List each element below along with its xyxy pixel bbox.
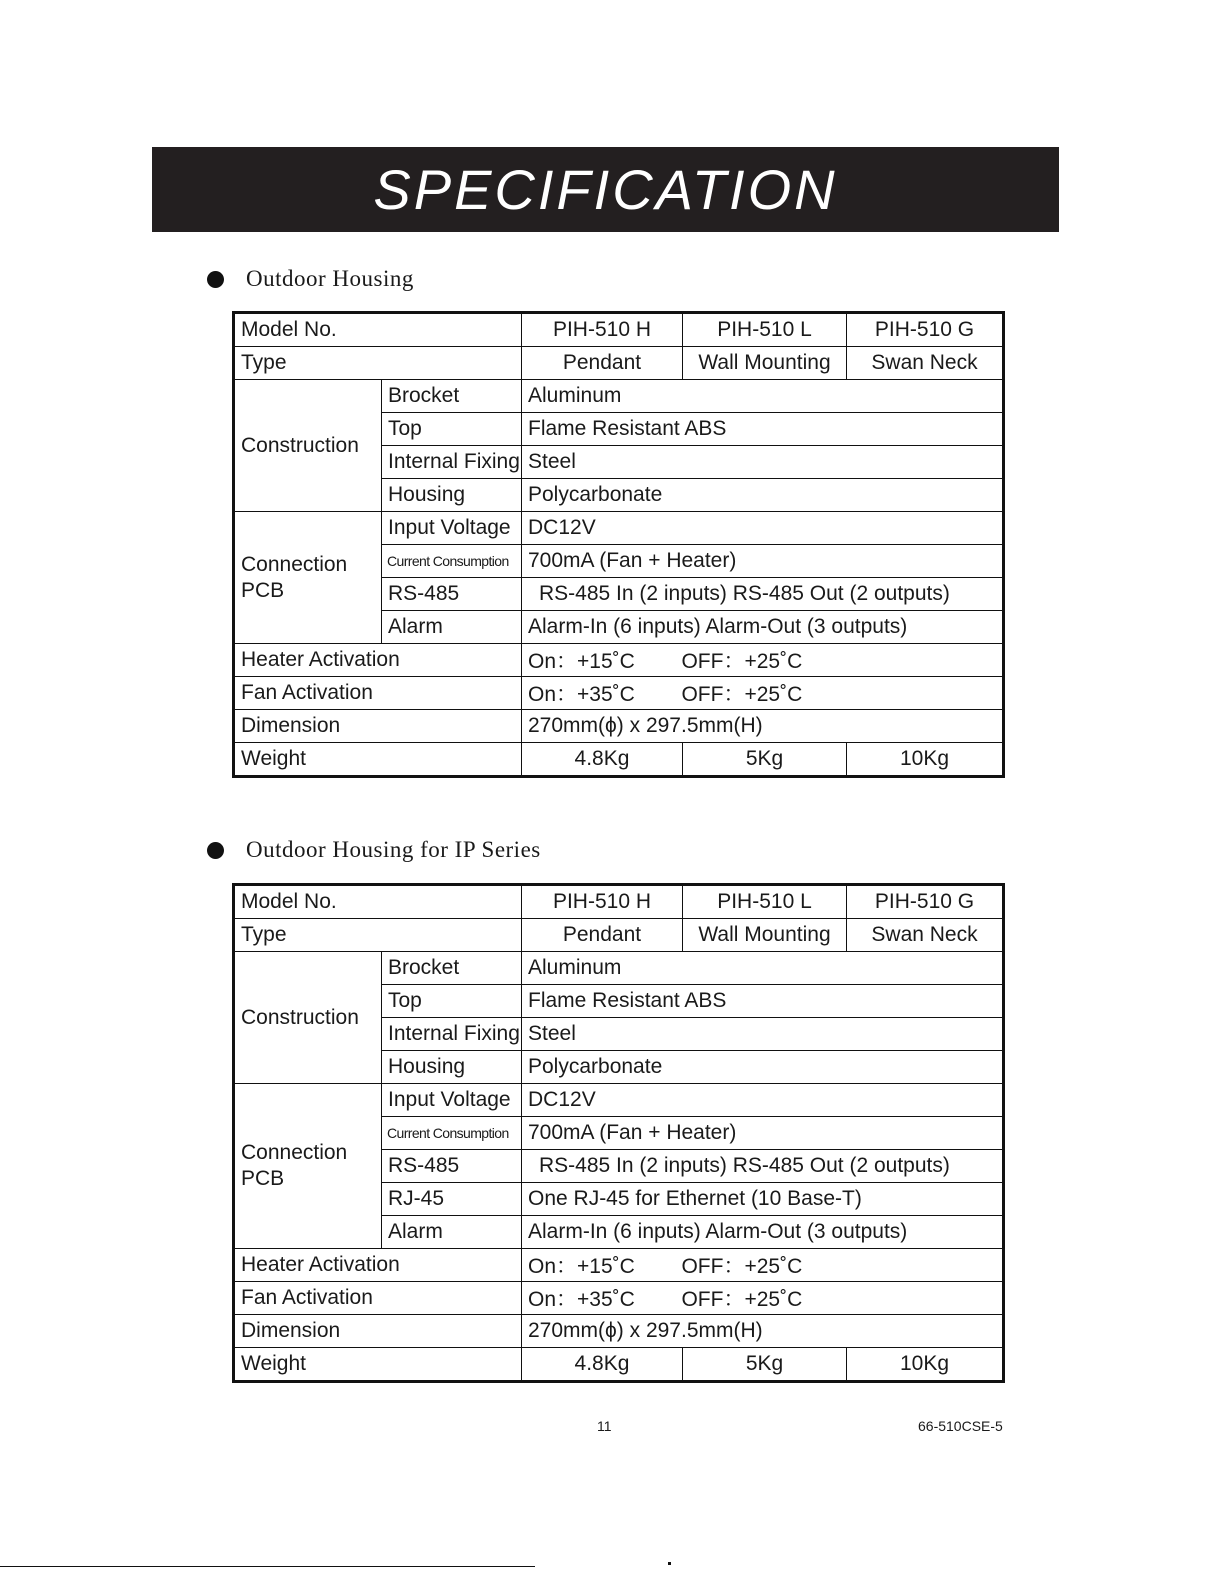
specification-banner: SPECIFICATION [152, 147, 1059, 232]
sub-label: Housing [382, 479, 522, 512]
row-weight [234, 1348, 1004, 1382]
bottom-divider [0, 1566, 535, 1567]
sub-label: Input Voltage [382, 512, 522, 545]
weight-cell: 5Kg [683, 743, 847, 777]
type-cell: Pendant [522, 347, 683, 380]
spec-value: Flame Resistant ABS [522, 413, 1004, 446]
spec-value: Steel [522, 1018, 1004, 1051]
spec-value: One RJ-45 for Ethernet (10 Base-T) [522, 1183, 1004, 1216]
section-title: Outdoor Housing for IP Series [246, 837, 541, 862]
document-code: 66-510CSE-5 [918, 1418, 1003, 1434]
sub-label: Housing [382, 1051, 522, 1084]
bottom-mark [668, 1562, 671, 1565]
section-header-outdoor-housing [207, 264, 414, 294]
section-title: Outdoor Housing [246, 266, 414, 291]
spec-value: Alarm-In (6 inputs) Alarm-Out (3 outputs) [522, 611, 1004, 644]
connection-label-line1: Connection [241, 552, 348, 576]
type-cell: Swan Neck [847, 919, 1004, 952]
row-heater [234, 644, 1004, 677]
sub-label: Current Consumption [382, 1117, 522, 1150]
fan-value: On：+35˚C OFF：+25˚C [522, 1282, 1004, 1315]
heater-label: Heater Activation [234, 1249, 522, 1282]
row-type [234, 347, 1004, 380]
connection-pcb-label [234, 512, 382, 644]
bullet-icon [207, 271, 224, 288]
model-cell: PIH-510 H [522, 885, 683, 919]
row-fan [234, 1282, 1004, 1315]
bullet-icon [207, 842, 224, 859]
heater-label: Heater Activation [234, 644, 522, 677]
dimension-value: 270mm(ϕ) x 297.5mm(H) [522, 710, 1004, 743]
connection-label-line2: PCB [241, 1167, 285, 1190]
weight-cell: 10Kg [847, 743, 1004, 777]
construction-label: Construction [234, 952, 382, 1084]
type-cell: Swan Neck [847, 347, 1004, 380]
sub-label: Top [382, 985, 522, 1018]
spec-value: Alarm-In (6 inputs) Alarm-Out (3 outputs) [522, 1216, 1004, 1249]
dimension-label: Dimension [234, 1315, 522, 1348]
row-connection [234, 1084, 1004, 1117]
connection-label-line1: Connection [241, 1141, 348, 1164]
sub-label: Top [382, 413, 522, 446]
spec-value: DC12V [522, 1084, 1004, 1117]
row-weight [234, 743, 1004, 777]
weight-label: Weight [234, 743, 522, 777]
model-cell: PIH-510 G [847, 885, 1004, 919]
model-cell: PIH-510 L [683, 885, 847, 919]
row-model [234, 885, 1004, 919]
row-connection [234, 512, 1004, 545]
spec-table-ip-series [232, 883, 1005, 1383]
type-cell: Wall Mounting [683, 919, 847, 952]
heater-value: On：+15˚C OFF：+25˚C [522, 644, 1004, 677]
row-heater [234, 1249, 1004, 1282]
sub-label: Current Consumption [382, 545, 522, 578]
spec-value: DC12V [522, 512, 1004, 545]
spec-value: Polycarbonate [522, 1051, 1004, 1084]
type-label: Type [234, 347, 522, 380]
weight-cell: 4.8Kg [522, 743, 683, 777]
fan-value: On：+35˚C OFF：+25˚C [522, 677, 1004, 710]
row-type [234, 919, 1004, 952]
spec-value: Polycarbonate [522, 479, 1004, 512]
construction-label: Construction [234, 380, 382, 512]
weight-cell: 4.8Kg [522, 1348, 683, 1382]
spec-table-outdoor-housing [232, 311, 1005, 778]
model-cell: PIH-510 H [522, 313, 683, 347]
type-cell: Wall Mounting [683, 347, 847, 380]
row-dimension [234, 710, 1004, 743]
dimension-label: Dimension [234, 710, 522, 743]
model-cell: PIH-510 G [847, 313, 1004, 347]
sub-label: Alarm [382, 1216, 522, 1249]
sub-label: RS-485 [382, 578, 522, 611]
connection-pcb-label [234, 1084, 382, 1249]
spec-value: Steel [522, 446, 1004, 479]
weight-cell: 5Kg [683, 1348, 847, 1382]
model-label: Model No. [234, 313, 522, 347]
spec-value: 700mA (Fan + Heater) [522, 1117, 1004, 1150]
row-construction [234, 380, 1004, 413]
sub-label: Alarm [382, 611, 522, 644]
sub-label: Internal Fixing [382, 446, 522, 479]
sub-label: RJ-45 [382, 1183, 522, 1216]
section-header-ip-series [207, 835, 541, 865]
fan-label: Fan Activation [234, 677, 522, 710]
sub-label: Internal Fixing [382, 1018, 522, 1051]
weight-label: Weight [234, 1348, 522, 1382]
row-fan [234, 677, 1004, 710]
weight-cell: 10Kg [847, 1348, 1004, 1382]
sub-label: Input Voltage [382, 1084, 522, 1117]
type-cell: Pendant [522, 919, 683, 952]
dimension-value: 270mm(ϕ) x 297.5mm(H) [522, 1315, 1004, 1348]
spec-value: 700mA (Fan + Heater) [522, 545, 1004, 578]
spec-value: RS-485 In (2 inputs) RS-485 Out (2 outputs) [522, 578, 1004, 611]
row-construction [234, 952, 1004, 985]
spec-value: RS-485 In (2 inputs) RS-485 Out (2 outputs) [522, 1150, 1004, 1183]
sub-label: Brocket [382, 380, 522, 413]
row-dimension [234, 1315, 1004, 1348]
row-model [234, 313, 1004, 347]
heater-value: On：+15˚C OFF：+25˚C [522, 1249, 1004, 1282]
page-number: 11 [597, 1418, 612, 1434]
sub-label: RS-485 [382, 1150, 522, 1183]
model-label: Model No. [234, 885, 522, 919]
type-label: Type [234, 919, 522, 952]
fan-label: Fan Activation [234, 1282, 522, 1315]
connection-label-line2: PCB [241, 578, 285, 602]
spec-value: Aluminum [522, 952, 1004, 985]
model-cell: PIH-510 L [683, 313, 847, 347]
spec-value: Aluminum [522, 380, 1004, 413]
sub-label: Brocket [382, 952, 522, 985]
spec-value: Flame Resistant ABS [522, 985, 1004, 1018]
